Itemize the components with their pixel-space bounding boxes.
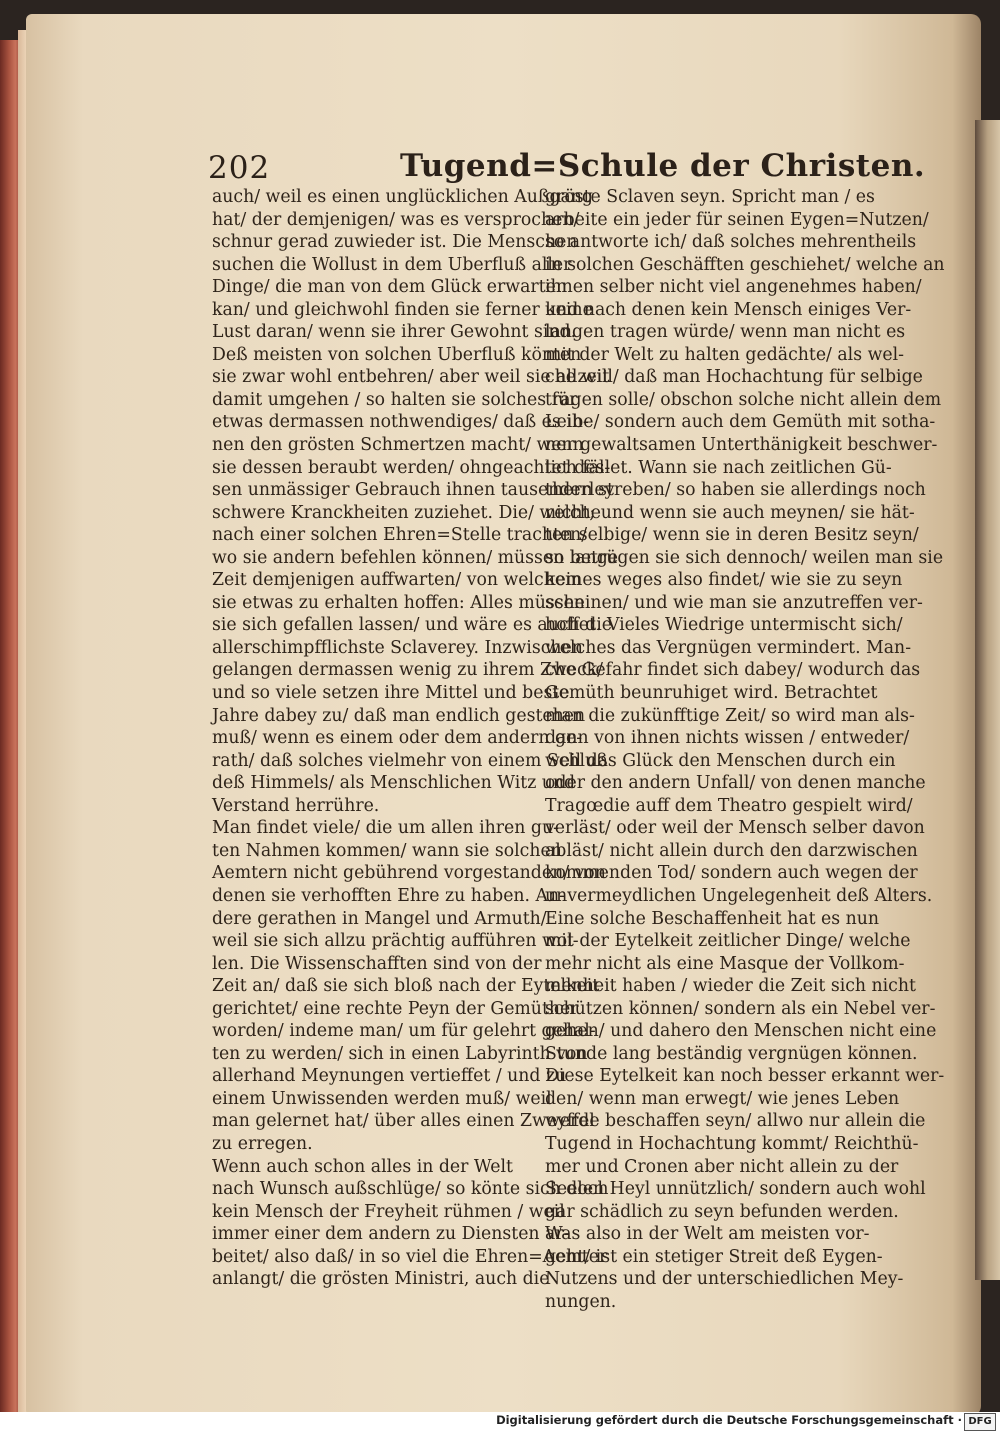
text-line: muß/ wenn es einem oder dem andern ge- (212, 728, 583, 749)
text-line: welches das Vergnügen vermindert. Man- (545, 637, 912, 658)
text-line: Tugend in Hochachtung kommt/ Reichthü- (545, 1133, 919, 1154)
text-line: etwas dermassen nothwendiges/ daß es ih- (212, 412, 589, 433)
text-line: und so viele setzen ihre Mittel und beste (212, 683, 570, 704)
text-line: Seelen Heyl unnützlich/ sondern auch wohl (545, 1179, 926, 1200)
text-line: in solchen Geschäfften geschiehet/ welche an (545, 254, 945, 275)
text-line: mit der Welt zu halten gedächte/ als wel- (545, 344, 904, 365)
text-line: gröste Sclaven seyn. Spricht man / es (545, 187, 875, 207)
text-line: mer und Cronen aber nicht allein zu der (545, 1156, 899, 1177)
text-line: nen den grösten Schmertzen macht/ wenn (212, 435, 584, 456)
text-line: deß Himmels/ als Menschlichen Witz und (212, 773, 576, 794)
text-line: Wenn auch schon alles in der Welt (212, 1156, 513, 1177)
text-line: so antworte ich/ daß solches mehrentheils (545, 232, 917, 253)
text-line: Tragœdie auff dem Theatro gespielt wird/ (545, 795, 913, 816)
text-line: ten Nahmen kommen/ wann sie solchen (212, 840, 562, 861)
text-line: Aemtern nicht gebührend vorgestanden/ von (212, 863, 606, 884)
text-line: nach Wunsch außschlüge/ so könte sich doch (212, 1179, 609, 1200)
text-line: Leibe/ sondern auch dem Gemüth mit sotha- (545, 412, 936, 433)
text-line: Nutzens und der unterschiedlichen Mey- (545, 1269, 904, 1290)
text-line: ihnen selber nicht viel angenehmes haben/ (545, 277, 922, 298)
text-line: Gemüth beunruhiget wird. Betrachtet (545, 683, 878, 704)
text-line: kommenden Tod/ sondern auch wegen der (545, 863, 918, 884)
text-line: tragen solle/ obschon solche nicht allein dem (545, 389, 942, 410)
text-line: allerhand Meynungen vertieffet / und zu (212, 1066, 567, 1087)
text-line: che Gefahr findet sich dabey/ wodurch das (545, 660, 921, 681)
text-line: geht/ ist ein stetiger Streit deß Eygen- (545, 1246, 883, 1267)
text-line: mit der Eytelkeit zeitlicher Dinge/ welche (545, 931, 911, 952)
text-line: scheinen/ und wie man sie anzutreffen ver- (545, 592, 923, 613)
text-line: gehen/ und dahero den Menschen nicht eine (545, 1021, 937, 1042)
text-line: anlangt/ die grösten Ministri, auch die (212, 1269, 550, 1290)
text-line: abläst/ nicht allein durch den darzwischen (545, 840, 918, 861)
text-line: ten zu werden/ sich in einen Labyrinth von (212, 1043, 588, 1064)
text-line: Eine solche Beschaffenheit hat es nun (545, 908, 880, 929)
facing-page-strip (975, 120, 1000, 1280)
text-line: sie etwas zu erhalten hoffen: Alles müssen (212, 592, 585, 613)
text-line: und nach denen kein Mensch einiges Ver- (545, 299, 912, 320)
text-line: len. Die Wissenschafften sind von der (212, 953, 542, 974)
text-line: rath/ daß solches vielmehr von einem Schluß (212, 750, 608, 771)
text-line: Zeit an/ daß sie sich bloß nach der Eytelkeit (212, 976, 600, 997)
text-line: ten selbige/ wenn sie in deren Besitz seyn/ (545, 525, 919, 546)
text-line: Man findet viele/ die um allen ihren gu- (212, 818, 559, 839)
left-text-column (212, 186, 618, 1291)
text-line: einem Unwissenden werden muß/ weil (212, 1088, 552, 1109)
right-text-column (545, 186, 945, 1313)
text-line: Stunde lang beständig vergnügen können. (545, 1043, 918, 1064)
text-line: kein Mensch der Freyheit rühmen / weil (212, 1201, 565, 1222)
text-line: nungen. (545, 1291, 617, 1312)
text-line: hat/ der demjenigen/ was es versprochen/ (212, 209, 580, 230)
text-line: gelangen dermassen wenig zu ihrem Zweck/ (212, 660, 603, 681)
text-line: sie zwar wohl entbehren/ aber weil sie allzeit (212, 367, 610, 388)
text-line: lich fället. Wann sie nach zeitlichen Gü- (545, 457, 892, 478)
text-line: gar schädlich zu seyn befunden werden. (545, 1201, 899, 1222)
text-line: sen unmässiger Gebrauch ihnen tausenderley (212, 480, 615, 501)
text-line: suchen die Wollust in dem Uberfluß aller (212, 254, 572, 275)
text-line: gerichtet/ eine rechte Peyn der Gemüther (212, 998, 579, 1019)
text-line: wo sie andern befehlen können/ müssen lange (212, 547, 618, 568)
text-line: oder den andern Unfall/ von denen manche (545, 773, 926, 794)
text-line: Deß meisten von solchen Uberfluß könten (212, 344, 582, 365)
text-line: Was also in der Welt am meisten vor- (545, 1224, 870, 1245)
text-line: verläst/ oder weil der Mensch selber davon (545, 818, 925, 839)
text-line: Verstand herrühre. (212, 795, 380, 816)
text-line: schnur gerad zuwieder ist. Die Menschen (212, 232, 578, 253)
text-line: keines weges also findet/ wie sie zu seyn (545, 570, 903, 591)
text-line: unvermeydlichen Ungelegenheit deß Alters. (545, 885, 933, 906)
text-line: beitet/ also daß/ in so viel die Ehren=Aemter (212, 1246, 608, 1267)
text-line: Zeit demjenigen auffwarten/ von welchem (212, 570, 582, 591)
dfg-logo: DFG (964, 1413, 996, 1431)
text-line: so betrügen sie sich dennoch/ weilen man sie (545, 547, 944, 568)
digitization-credit: Digitalisierung gefördert durch die Deutsche Forschungsgemeinschaft · (496, 1413, 962, 1427)
text-line: hoffet. Vieles Wiedrige untermischt sich/ (545, 615, 903, 636)
text-line: schützen können/ sondern als ein Nebel ver- (545, 998, 936, 1019)
text-line: kan/ und gleichwohl finden sie ferner keine (212, 299, 593, 320)
text-line: sie dessen beraubt werden/ ohngeachtet des- (212, 457, 611, 478)
text-line: weil sie sich allzu prächtig aufführen wol- (212, 931, 579, 952)
text-line: werde beschaffen seyn/ allwo nur allein die (545, 1111, 926, 1132)
text-line: weil das Glück den Menschen durch ein (545, 750, 896, 771)
text-line: immer einer dem andern zu Diensten ar- (212, 1224, 570, 1245)
text-line: arbeite ein jeder für seinen Eygen=Nutzen/ (545, 209, 929, 230)
text-line: che will/ daß man Hochachtung für selbige (545, 367, 923, 388)
text-line: langen tragen würde/ wenn man nicht es (545, 322, 906, 343)
running-head: Tugend=Schule der Christen. (400, 148, 926, 184)
text-line: auch/ weil es einen unglücklichen Außgang (212, 187, 593, 207)
text-line: damit umgehen / so halten sie solches für (212, 389, 578, 410)
text-line: Dinge/ die man von dem Glück erwarten (212, 277, 567, 298)
text-line: schwere Kranckheiten zuziehet. Die/ welche (212, 502, 601, 523)
text-line: man gelernet hat/ über alles einen Zweyffel (212, 1111, 595, 1132)
text-line: den/ wenn man erwegt/ wie jenes Leben (545, 1088, 900, 1109)
text-line: nach einer solchen Ehren=Stelle trachten/ (212, 525, 588, 546)
text-line: Lust daran/ wenn sie ihrer Gewohnt sind. (212, 322, 577, 343)
text-line: menheit haben / wieder die Zeit sich nicht (545, 976, 916, 997)
text-line: nicht; und wenn sie auch meynen/ sie hät- (545, 502, 915, 523)
text-line: worden/ indeme man/ um für gelehrt gehal- (212, 1021, 596, 1042)
text-line: ner gewaltsamen Unterthänigkeit beschwer- (545, 435, 938, 456)
text-line: dere gerathen in Mangel und Armuth/ (212, 908, 547, 929)
text-line: mehr nicht als eine Masque der Vollkom- (545, 953, 905, 974)
text-line: allerschimpfflichste Sclaverey. Inzwischen (212, 637, 583, 658)
page-number: 202 (208, 150, 271, 186)
text-line: sie sich gefallen lassen/ und wäre es auch die (212, 615, 612, 636)
text-line: Diese Eytelkeit kan noch besser erkannt wer- (545, 1066, 945, 1087)
text-line: thern streben/ so haben sie allerdings noch (545, 480, 926, 501)
text-line: Jahre dabey zu/ daß man endlich gestehen (212, 705, 586, 726)
text-line: denen sie verhofften Ehre zu haben. An- (212, 885, 565, 906)
text-line: zu erregen. (212, 1133, 313, 1154)
text-line: man die zukünfftige Zeit/ so wird man als- (545, 705, 915, 726)
text-line: dann von ihnen nichts wissen / entweder/ (545, 728, 910, 749)
